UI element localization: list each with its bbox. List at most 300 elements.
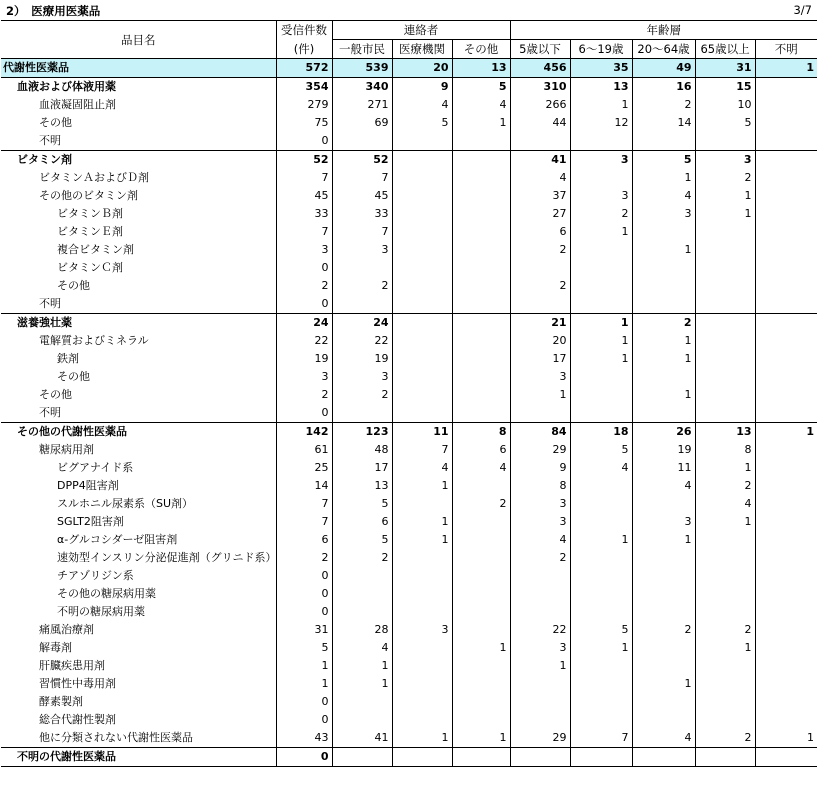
cell-value [452,748,510,767]
cell-value [755,693,817,711]
table-row [1,477,817,495]
cell-value [570,675,632,693]
header-contact-col: 医療機関 [392,40,452,59]
cell-value: 1 [570,223,632,241]
table-row [1,639,817,657]
cell-value [755,748,817,767]
cell-value [510,748,570,767]
row-label: 不明の代謝性医薬品 [1,748,276,767]
cell-value: 13 [452,59,510,78]
row-label: 速効型インスリン分泌促進剤（グリニド系） [57,551,276,564]
cell-value: 1 [632,350,695,368]
table-row [1,585,817,603]
cell-value [695,567,755,585]
cell-value: 10 [695,96,755,114]
cell-value [570,169,632,187]
cell-value [452,585,510,603]
cell-value: 21 [510,314,570,333]
header-contact-col: その他 [452,40,510,59]
table-row [1,459,817,477]
cell-value: 1 [695,513,755,531]
cell-value: 37 [510,187,570,205]
row-label: ビタミンＥ剤 [57,225,123,238]
cell-value: 0 [276,693,332,711]
cell-value [695,549,755,567]
cell-value [755,78,817,97]
cell-value: 2 [332,277,392,295]
cell-value [755,513,817,531]
cell-value [392,223,452,241]
cell-value: 2 [695,477,755,495]
cell-value: 7 [276,513,332,531]
cell-value: 41 [510,151,570,170]
cell-value: 5 [332,495,392,513]
cell-value: 1 [570,350,632,368]
table-row [1,675,817,693]
cell-value: 3 [570,187,632,205]
table-row [1,78,817,97]
cell-value [632,603,695,621]
cell-value: 123 [332,423,392,442]
cell-value: 4 [632,729,695,748]
cell-value: 7 [332,169,392,187]
cell-value: 1 [332,657,392,675]
cell-value [332,567,392,585]
cell-value [332,711,392,729]
cell-value: 1 [632,241,695,259]
cell-value [755,567,817,585]
section-title: 2） 医療用医薬品 [6,4,101,18]
header-age: 年齢層 [510,21,817,40]
cell-value: 279 [276,96,332,114]
cell-value [632,495,695,513]
cell-value [392,132,452,151]
cell-value: 19 [276,350,332,368]
cell-value: 1 [392,729,452,748]
table-row [1,241,817,259]
cell-value: 29 [510,729,570,748]
row-label: その他 [57,279,90,292]
cell-value [452,693,510,711]
cell-value [452,132,510,151]
cell-value [695,332,755,350]
cell-value [755,477,817,495]
cell-value: 13 [570,78,632,97]
cell-value: 6 [332,513,392,531]
cell-value: 3 [392,621,452,639]
cell-value [632,404,695,423]
cell-value: 4 [632,477,695,495]
cell-value: 7 [276,495,332,513]
cell-value [332,693,392,711]
cell-value [392,151,452,170]
cell-value [452,169,510,187]
cell-value: 7 [276,223,332,241]
table-row [1,693,817,711]
cell-value: 266 [510,96,570,114]
row-label: ビタミン剤 [1,151,276,170]
cell-value: 5 [570,621,632,639]
header-count-unit: (件) [276,40,332,59]
cell-value: 1 [570,332,632,350]
row-label: 総合代謝性製剤 [39,713,116,726]
cell-value [452,350,510,368]
cell-value [695,603,755,621]
cell-value [452,205,510,223]
row-label: 不明の糖尿病用薬 [57,605,145,618]
cell-value: 3 [695,151,755,170]
cell-value [755,350,817,368]
cell-value [452,549,510,567]
cell-value: 1 [632,332,695,350]
cell-value: 11 [392,423,452,442]
table-row [1,748,817,767]
table-row [1,441,817,459]
cell-value: 4 [392,96,452,114]
cell-value: 1 [392,531,452,549]
cell-value [755,187,817,205]
cell-value: 1 [695,187,755,205]
cell-value: 1 [755,423,817,442]
cell-value: 4 [570,459,632,477]
page-number: 3/7 [793,3,812,17]
cell-value: 1 [452,639,510,657]
cell-value [392,350,452,368]
cell-value: 0 [276,132,332,151]
cell-value: 2 [332,386,392,404]
cell-value [570,495,632,513]
cell-value [755,241,817,259]
cell-value: 2 [695,169,755,187]
cell-value: 1 [632,531,695,549]
table-row [1,332,817,350]
cell-value [695,386,755,404]
row-label: 滋養強壮薬 [1,314,276,333]
table-row [1,169,817,187]
cell-value: 49 [632,59,695,78]
cell-value: 3 [276,241,332,259]
cell-value [452,386,510,404]
table-row [1,277,817,295]
cell-value: 5 [632,151,695,170]
cell-value: 35 [570,59,632,78]
cell-value: 24 [276,314,332,333]
cell-value [755,277,817,295]
table-row [1,531,817,549]
cell-value [510,404,570,423]
cell-value: 340 [332,78,392,97]
cell-value [332,259,392,277]
cell-value [755,404,817,423]
cell-value [755,386,817,404]
cell-value: 22 [510,621,570,639]
cell-value [392,748,452,767]
table-row [1,621,817,639]
cell-value [755,169,817,187]
cell-value [755,531,817,549]
cell-value [452,531,510,549]
cell-value [570,711,632,729]
cell-value [452,711,510,729]
cell-value: 2 [276,549,332,567]
cell-value [510,132,570,151]
cell-value [755,259,817,277]
cell-value [452,332,510,350]
row-label: 不明 [39,406,61,419]
cell-value [755,96,817,114]
cell-value: 1 [570,639,632,657]
cell-value: 2 [510,241,570,259]
row-label: 鉄剤 [57,352,79,365]
cell-value [755,603,817,621]
cell-value: 142 [276,423,332,442]
table-row [1,350,817,368]
cell-value [392,404,452,423]
table-row [1,96,817,114]
cell-value: 3 [510,513,570,531]
cell-value [570,549,632,567]
table-row [1,295,817,314]
cell-value: 4 [452,459,510,477]
cell-value [452,187,510,205]
cell-value [632,748,695,767]
cell-value [332,603,392,621]
cell-value: 13 [332,477,392,495]
cell-value: 45 [276,187,332,205]
cell-value [452,477,510,495]
table-row [1,114,817,132]
cell-value [510,567,570,585]
row-label: その他の糖尿病用薬 [57,587,156,600]
cell-value [392,603,452,621]
cell-value: 31 [695,59,755,78]
cell-value: 1 [695,205,755,223]
cell-value [755,332,817,350]
cell-value: 4 [510,531,570,549]
cell-value: 3 [632,513,695,531]
row-label: ビグアナイド系 [57,461,134,474]
row-label: その他 [39,388,72,401]
cell-value [755,675,817,693]
row-label: 肝臓疾患用剤 [39,659,105,672]
cell-value [570,259,632,277]
cell-value: 1 [632,169,695,187]
cell-value: 9 [510,459,570,477]
row-label: その他の代謝性医薬品 [1,423,276,442]
cell-value: 3 [570,151,632,170]
cell-value [755,459,817,477]
cell-value [755,495,817,513]
cell-value: 6 [276,531,332,549]
cell-value [392,259,452,277]
row-label: 解毒剤 [39,641,72,654]
row-label: 血液および体液用薬 [1,78,276,97]
cell-value [632,549,695,567]
row-label: ビタミンＡおよびＤ剤 [39,171,149,184]
cell-value: 1 [632,675,695,693]
table-row [1,603,817,621]
cell-value: 4 [332,639,392,657]
cell-value [632,693,695,711]
cell-value [570,585,632,603]
cell-value: 6 [452,441,510,459]
cell-value [632,567,695,585]
cell-value [452,277,510,295]
cell-value [755,132,817,151]
header-age-col: 5歳以下 [510,40,570,59]
cell-value [570,513,632,531]
cell-value [452,404,510,423]
table-row [1,386,817,404]
cell-value: 8 [452,423,510,442]
table-row [1,549,817,567]
cell-value [510,603,570,621]
cell-value: 17 [332,459,392,477]
cell-value: 41 [332,729,392,748]
header-contact: 連絡者 [332,21,510,40]
cell-value: 3 [510,368,570,386]
cell-value: 15 [695,78,755,97]
row-label: 他に分類されない代謝性医薬品 [39,731,193,744]
cell-value: 0 [276,585,332,603]
cell-value: 7 [276,169,332,187]
cell-value: 22 [332,332,392,350]
cell-value [632,657,695,675]
cell-value: 4 [632,187,695,205]
cell-value [452,295,510,314]
cell-value: 31 [276,621,332,639]
cell-value: 2 [695,621,755,639]
cell-value [392,277,452,295]
cell-value: 18 [570,423,632,442]
cell-value [392,711,452,729]
row-label: ビタミンＣ剤 [57,261,123,274]
cell-value: 1 [276,675,332,693]
table-row [1,259,817,277]
cell-value: 1 [632,386,695,404]
cell-value [392,295,452,314]
statistics-table [1,20,817,767]
cell-value [452,368,510,386]
cell-value: 14 [632,114,695,132]
cell-value: 43 [276,729,332,748]
header-age-col: 65歳以上 [695,40,755,59]
cell-value [570,368,632,386]
cell-value [332,748,392,767]
cell-value: 28 [332,621,392,639]
cell-value [452,241,510,259]
cell-value: 6 [510,223,570,241]
cell-value: 5 [332,531,392,549]
header-age-col: 6～19歳 [570,40,632,59]
cell-value [695,223,755,241]
cell-value: 2 [276,277,332,295]
cell-value [332,295,392,314]
cell-value [695,675,755,693]
cell-value: 2 [510,549,570,567]
cell-value [755,441,817,459]
cell-value: 29 [510,441,570,459]
cell-value [695,748,755,767]
cell-value: 3 [332,241,392,259]
cell-value: 4 [392,459,452,477]
cell-value: 2 [632,314,695,333]
cell-value [332,132,392,151]
cell-value: 12 [570,114,632,132]
cell-value: 19 [632,441,695,459]
cell-value: 20 [510,332,570,350]
cell-value [392,386,452,404]
cell-value: 2 [570,205,632,223]
table-row [1,657,817,675]
cell-value [695,531,755,549]
cell-value: 3 [276,368,332,386]
cell-value [755,314,817,333]
cell-value: 1 [276,657,332,675]
cell-value: 8 [695,441,755,459]
cell-value [510,295,570,314]
cell-value [452,259,510,277]
row-label: 習慣性中毒用剤 [39,677,116,690]
cell-value: 7 [332,223,392,241]
cell-value [392,332,452,350]
cell-value: 3 [332,368,392,386]
table-row [1,404,817,423]
cell-value [510,259,570,277]
cell-value: 456 [510,59,570,78]
cell-value: 17 [510,350,570,368]
cell-value: 52 [332,151,392,170]
cell-value [452,657,510,675]
cell-value [695,350,755,368]
cell-value: 1 [332,675,392,693]
cell-value [452,621,510,639]
cell-value [510,675,570,693]
row-label: スルホニル尿素系（SU剤） [57,497,194,510]
cell-value [392,495,452,513]
cell-value [392,187,452,205]
cell-value: 84 [510,423,570,442]
cell-value [695,368,755,386]
cell-value: 1 [755,59,817,78]
cell-value: 2 [332,549,392,567]
cell-value: 1 [695,639,755,657]
cell-value [755,585,817,603]
cell-value: 0 [276,567,332,585]
table-row [1,368,817,386]
cell-value [695,657,755,675]
cell-value: 5 [570,441,632,459]
cell-value: 26 [632,423,695,442]
table-row [1,729,817,748]
cell-value: 0 [276,295,332,314]
cell-value: 1 [392,513,452,531]
table-row [1,423,817,442]
cell-value [392,241,452,259]
cell-value [570,693,632,711]
cell-value: 33 [276,205,332,223]
cell-value [392,314,452,333]
header-age-col: 不明 [755,40,817,59]
cell-value [755,639,817,657]
cell-value [452,513,510,531]
cell-value [695,259,755,277]
cell-value [392,657,452,675]
table-row [1,711,817,729]
cell-value: 22 [276,332,332,350]
cell-value: 14 [276,477,332,495]
cell-value: 3 [510,495,570,513]
